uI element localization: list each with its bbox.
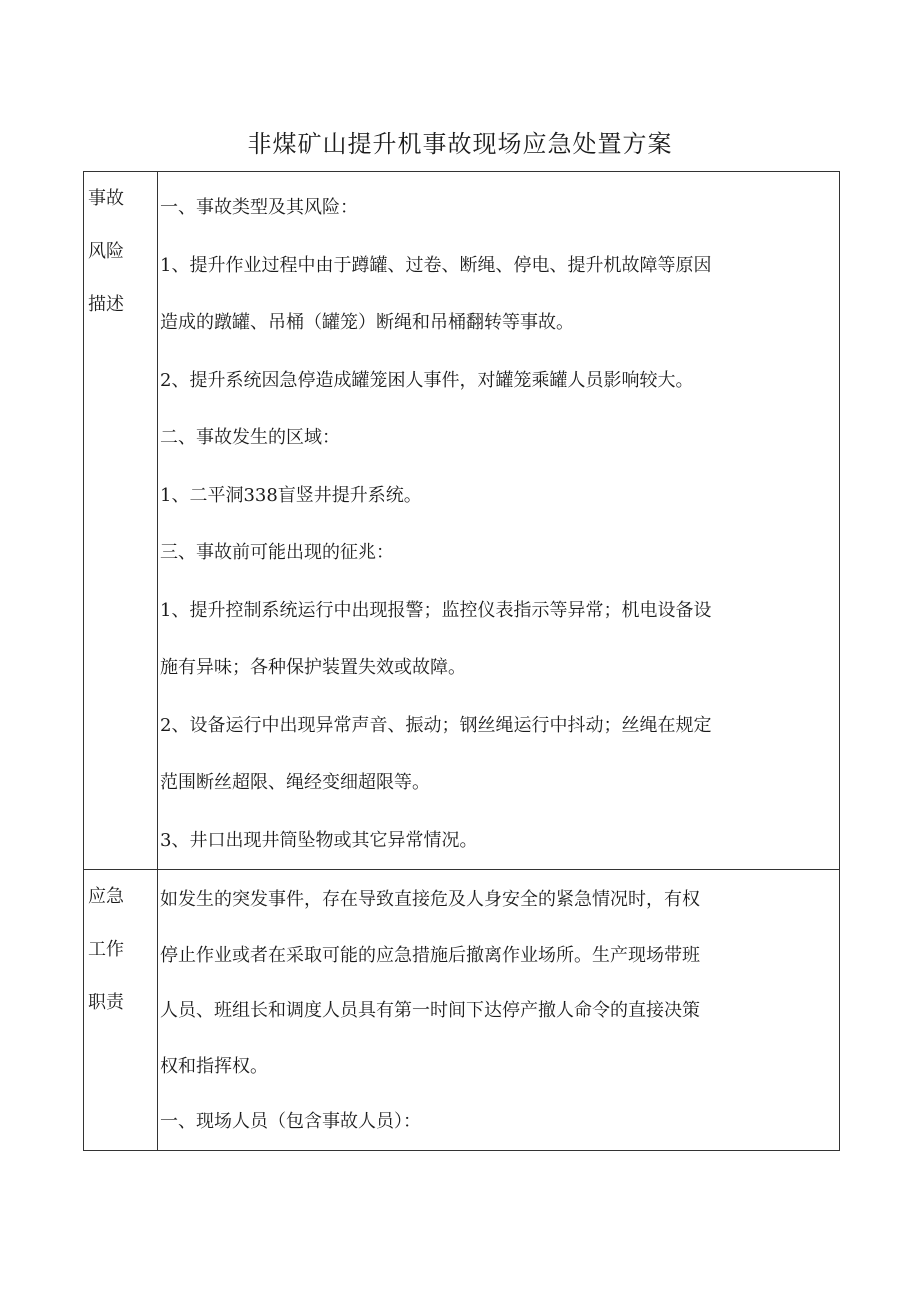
content-line: 人员、班组长和调度人员具有第一时间下达停产撤人命令的直接决策	[160, 1000, 700, 1021]
emergency-plan-table	[83, 171, 840, 1151]
content-line: 权和指挥权。	[160, 1055, 268, 1077]
section-label-line: 职责	[88, 992, 124, 1013]
content-line: 造成的蹾罐、吊桶（罐笼）断绳和吊桶翻转等事故。	[160, 312, 574, 333]
content-line: 停止作业或者在采取可能的应急措施后撤离作业场所。生产现场带班	[160, 944, 700, 966]
content-line: 3、井口出现井筒坠物或其它异常情况。	[160, 829, 478, 851]
section-content-cell	[158, 172, 840, 870]
content-line: 2、提升系统因急停造成罐笼困人事件，对罐笼乘罐人员影响较大。	[160, 369, 694, 391]
section-label	[84, 870, 157, 1029]
table-row-risk-description	[84, 172, 840, 870]
section-label-line: 风险	[88, 241, 124, 262]
content-line: 1、二平洞338盲竖井提升系统。	[160, 484, 422, 506]
section-content	[158, 870, 839, 1150]
content-line: 一、现场人员（包含事故人员）：	[160, 1111, 421, 1132]
section-content-cell	[158, 870, 840, 1151]
content-line: 范围断丝超限、绳经变细超限等。	[160, 772, 430, 793]
content-line: 二、事故发生的区域：	[160, 427, 340, 448]
content-line: 一、事故类型及其风险：	[160, 197, 358, 218]
section-label-cell	[84, 172, 158, 870]
section-label-cell	[84, 870, 158, 1151]
content-line: 1、提升作业过程中由于蹲罐、过卷、断绳、停电、提升机故障等原因	[160, 254, 712, 276]
section-label	[84, 172, 157, 331]
content-line: 三、事故前可能出现的征兆：	[160, 542, 394, 563]
content-line: 如发生的突发事件，存在导致直接危及人身安全的紧急情况时，有权	[160, 889, 700, 910]
document-title: 非煤矿山提升机事故现场应急处置方案	[247, 130, 673, 158]
section-label-line: 应急	[88, 886, 124, 907]
section-label-line: 工作	[88, 939, 124, 960]
table-row-emergency-duties	[84, 870, 840, 1151]
content-line: 施有异味；各种保护装置失效或故障。	[160, 657, 466, 678]
content-line: 1、提升控制系统运行中出现报警；监控仪表指示等异常；机电设备设	[160, 599, 712, 621]
section-content	[158, 172, 839, 869]
content-line: 2、设备运行中出现异常声音、振动；钢丝绳运行中抖动；丝绳在规定	[160, 714, 712, 736]
section-label-line: 描述	[88, 294, 124, 315]
section-label-line: 事故	[88, 188, 124, 209]
